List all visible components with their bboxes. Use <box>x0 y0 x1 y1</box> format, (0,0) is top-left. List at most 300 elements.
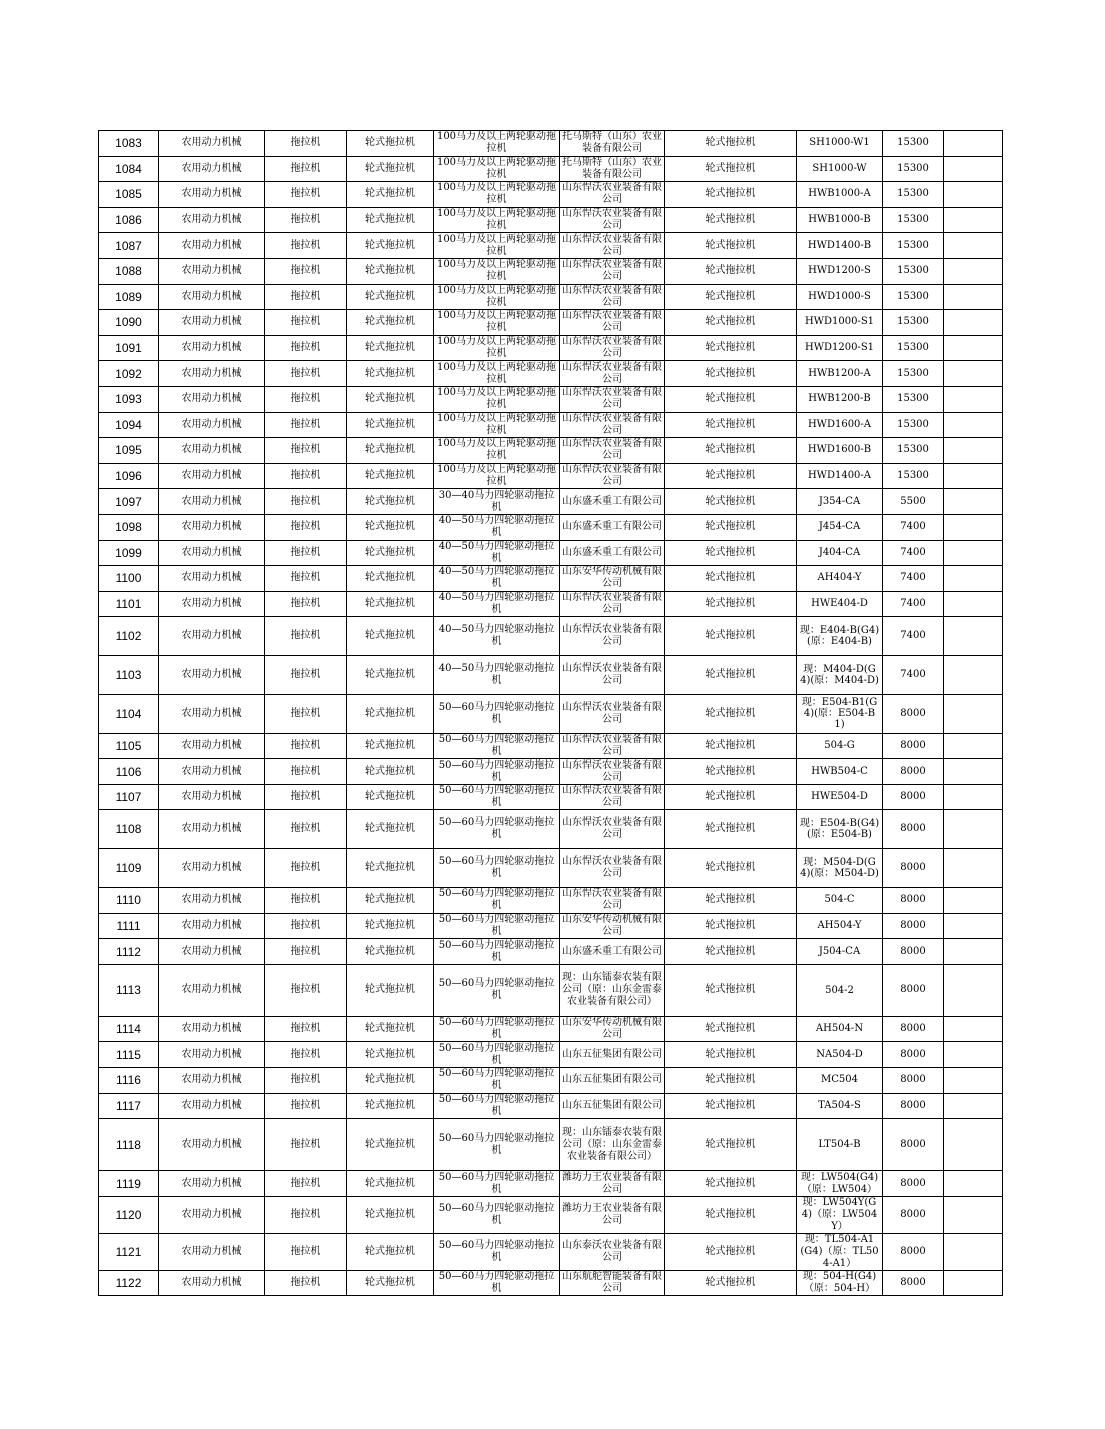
grade-cell: 50—60马力四轮驱动拖拉机 <box>434 1196 560 1233</box>
model-cell: HWD1400-A <box>797 463 883 489</box>
category-cell: 农用动力机械 <box>159 310 265 336</box>
subcategory-cell: 拖拉机 <box>265 386 347 412</box>
category-cell: 农用动力机械 <box>159 566 265 592</box>
subsidy-amount-cell: 15300 <box>883 310 944 336</box>
model-cell: SH1000-W <box>797 156 883 182</box>
item-type-cell: 轮式拖拉机 <box>347 514 434 540</box>
remark-cell <box>944 1068 1003 1094</box>
remark-cell <box>944 1119 1003 1171</box>
manufacturer-cell: 山东悍沃农业装备有限公司 <box>560 888 665 914</box>
item-type-cell: 轮式拖拉机 <box>347 489 434 515</box>
serial-cell: 1088 <box>99 258 159 284</box>
model-cell: HWD1000-S1 <box>797 310 883 336</box>
manufacturer-cell: 山东航舵智能装备有限公司 <box>560 1270 665 1296</box>
category-cell: 农用动力机械 <box>159 694 265 733</box>
grade-cell: 100马力及以上两轮驱动拖拉机 <box>434 258 560 284</box>
grade-cell: 100马力及以上两轮驱动拖拉机 <box>434 310 560 336</box>
model-cell: HWB1200-B <box>797 386 883 412</box>
product-name-cell: 轮式拖拉机 <box>665 335 797 361</box>
serial-cell: 1099 <box>99 540 159 566</box>
subsidy-amount-cell: 7400 <box>883 617 944 656</box>
remark-cell <box>944 438 1003 464</box>
grade-cell: 50—60马力四轮驱动拖拉机 <box>434 694 560 733</box>
remark-cell <box>944 759 1003 785</box>
manufacturer-cell: 山东安华传动机械有限公司 <box>560 1016 665 1042</box>
subsidy-amount-cell: 7400 <box>883 591 944 617</box>
grade-cell: 40—50马力四轮驱动拖拉机 <box>434 566 560 592</box>
subsidy-amount-cell: 8000 <box>883 939 944 965</box>
subcategory-cell: 拖拉机 <box>265 310 347 336</box>
manufacturer-cell: 山东悍沃农业装备有限公司 <box>560 849 665 888</box>
table-row <box>99 566 1003 592</box>
remark-cell <box>944 888 1003 914</box>
grade-cell: 40—50马力四轮驱动拖拉机 <box>434 540 560 566</box>
remark-cell <box>944 784 1003 810</box>
grade-cell: 50—60马力四轮驱动拖拉机 <box>434 733 560 759</box>
product-name-cell: 轮式拖拉机 <box>665 888 797 914</box>
remark-cell <box>944 591 1003 617</box>
grade-cell: 50—60马力四轮驱动拖拉机 <box>434 1068 560 1094</box>
model-cell: J354-CA <box>797 489 883 515</box>
category-cell: 农用动力机械 <box>159 386 265 412</box>
subcategory-cell: 拖拉机 <box>265 1270 347 1296</box>
item-type-cell: 轮式拖拉机 <box>347 617 434 656</box>
item-type-cell: 轮式拖拉机 <box>347 888 434 914</box>
category-cell: 农用动力机械 <box>159 733 265 759</box>
category-cell: 农用动力机械 <box>159 1068 265 1094</box>
manufacturer-cell: 山东悍沃农业装备有限公司 <box>560 438 665 464</box>
model-cell: HWD1400-B <box>797 233 883 259</box>
subcategory-cell: 拖拉机 <box>265 964 347 1016</box>
table-row <box>99 1042 1003 1068</box>
serial-cell: 1111 <box>99 913 159 939</box>
grade-cell: 30—40马力四轮驱动拖拉机 <box>434 489 560 515</box>
model-cell: AH504-N <box>797 1016 883 1042</box>
remark-cell <box>944 656 1003 695</box>
manufacturer-cell: 山东悍沃农业装备有限公司 <box>560 591 665 617</box>
table-row <box>99 591 1003 617</box>
grade-cell: 100马力及以上两轮驱动拖拉机 <box>434 207 560 233</box>
subsidy-amount-cell: 5500 <box>883 489 944 515</box>
serial-cell: 1086 <box>99 207 159 233</box>
subcategory-cell: 拖拉机 <box>265 1119 347 1171</box>
category-cell: 农用动力机械 <box>159 913 265 939</box>
product-name-cell: 轮式拖拉机 <box>665 759 797 785</box>
manufacturer-cell: 山东泰沃农业装备有限公司 <box>560 1233 665 1270</box>
subcategory-cell: 拖拉机 <box>265 489 347 515</box>
subcategory-cell: 拖拉机 <box>265 463 347 489</box>
model-cell: HWE504-D <box>797 784 883 810</box>
manufacturer-cell: 山东安华传动机械有限公司 <box>560 913 665 939</box>
table-row <box>99 849 1003 888</box>
subcategory-cell: 拖拉机 <box>265 438 347 464</box>
serial-cell: 1104 <box>99 694 159 733</box>
subsidy-amount-cell: 8000 <box>883 1068 944 1094</box>
table-row <box>99 207 1003 233</box>
manufacturer-cell: 现：山东镭泰农装有限公司（原：山东金雷泰农业装备有限公司） <box>560 964 665 1016</box>
product-name-cell: 轮式拖拉机 <box>665 310 797 336</box>
model-cell: AH504-Y <box>797 913 883 939</box>
remark-cell <box>944 386 1003 412</box>
table-row <box>99 617 1003 656</box>
category-cell: 农用动力机械 <box>159 1270 265 1296</box>
remark-cell <box>944 1093 1003 1119</box>
product-name-cell: 轮式拖拉机 <box>665 438 797 464</box>
model-cell: SH1000-W1 <box>797 131 883 157</box>
item-type-cell: 轮式拖拉机 <box>347 1171 434 1197</box>
serial-cell: 1115 <box>99 1042 159 1068</box>
table-row <box>99 514 1003 540</box>
category-cell: 农用动力机械 <box>159 964 265 1016</box>
subcategory-cell: 拖拉机 <box>265 939 347 965</box>
grade-cell: 100马力及以上两轮驱动拖拉机 <box>434 335 560 361</box>
subsidy-amount-cell: 7400 <box>883 656 944 695</box>
model-cell: LT504-B <box>797 1119 883 1171</box>
manufacturer-cell: 山东悍沃农业装备有限公司 <box>560 361 665 387</box>
grade-cell: 100马力及以上两轮驱动拖拉机 <box>434 412 560 438</box>
model-cell: TA504-S <box>797 1093 883 1119</box>
subcategory-cell: 拖拉机 <box>265 656 347 695</box>
manufacturer-cell: 山东悍沃农业装备有限公司 <box>560 310 665 336</box>
item-type-cell: 轮式拖拉机 <box>347 284 434 310</box>
model-cell: 现：TL504-A1(G4)（原：TL504-A1） <box>797 1233 883 1270</box>
grade-cell: 50—60马力四轮驱动拖拉机 <box>434 939 560 965</box>
item-type-cell: 轮式拖拉机 <box>347 964 434 1016</box>
subsidy-amount-cell: 7400 <box>883 540 944 566</box>
manufacturer-cell: 山东悍沃农业装备有限公司 <box>560 694 665 733</box>
item-type-cell: 轮式拖拉机 <box>347 182 434 208</box>
serial-cell: 1098 <box>99 514 159 540</box>
manufacturer-cell: 山东悍沃农业装备有限公司 <box>560 412 665 438</box>
model-cell: HWB1200-A <box>797 361 883 387</box>
category-cell: 农用动力机械 <box>159 1016 265 1042</box>
table-row <box>99 964 1003 1016</box>
table-row <box>99 182 1003 208</box>
grade-cell: 50—60马力四轮驱动拖拉机 <box>434 1042 560 1068</box>
grade-cell: 40—50马力四轮驱动拖拉机 <box>434 591 560 617</box>
product-name-cell: 轮式拖拉机 <box>665 1042 797 1068</box>
subcategory-cell: 拖拉机 <box>265 694 347 733</box>
model-cell: 现：LW504Y(G4)（原：LW504Y） <box>797 1196 883 1233</box>
product-name-cell: 轮式拖拉机 <box>665 939 797 965</box>
table-row <box>99 310 1003 336</box>
table-row <box>99 1270 1003 1296</box>
subsidy-amount-cell: 15300 <box>883 412 944 438</box>
subcategory-cell: 拖拉机 <box>265 258 347 284</box>
remark-cell <box>944 156 1003 182</box>
serial-cell: 1121 <box>99 1233 159 1270</box>
item-type-cell: 轮式拖拉机 <box>347 1093 434 1119</box>
category-cell: 农用动力机械 <box>159 1233 265 1270</box>
product-name-cell: 轮式拖拉机 <box>665 694 797 733</box>
remark-cell <box>944 233 1003 259</box>
product-name-cell: 轮式拖拉机 <box>665 1119 797 1171</box>
model-cell: 现：504-H(G4)（原：504-H） <box>797 1270 883 1296</box>
subcategory-cell: 拖拉机 <box>265 591 347 617</box>
grade-cell: 100马力及以上两轮驱动拖拉机 <box>434 438 560 464</box>
table-row <box>99 335 1003 361</box>
table-row <box>99 156 1003 182</box>
model-cell: HWD1600-A <box>797 412 883 438</box>
remark-cell <box>944 335 1003 361</box>
manufacturer-cell: 山东盛禾重工有限公司 <box>560 489 665 515</box>
serial-cell: 1106 <box>99 759 159 785</box>
remark-cell <box>944 258 1003 284</box>
item-type-cell: 轮式拖拉机 <box>347 438 434 464</box>
subsidy-amount-cell: 8000 <box>883 733 944 759</box>
subcategory-cell: 拖拉机 <box>265 1068 347 1094</box>
remark-cell <box>944 284 1003 310</box>
table-row <box>99 888 1003 914</box>
grade-cell: 100马力及以上两轮驱动拖拉机 <box>434 131 560 157</box>
manufacturer-cell: 山东盛禾重工有限公司 <box>560 540 665 566</box>
subcategory-cell: 拖拉机 <box>265 1042 347 1068</box>
product-name-cell: 轮式拖拉机 <box>665 540 797 566</box>
category-cell: 农用动力机械 <box>159 284 265 310</box>
item-type-cell: 轮式拖拉机 <box>347 1042 434 1068</box>
category-cell: 农用动力机械 <box>159 810 265 849</box>
subsidy-amount-cell: 15300 <box>883 284 944 310</box>
product-name-cell: 轮式拖拉机 <box>665 784 797 810</box>
grade-cell: 50—60马力四轮驱动拖拉机 <box>434 1270 560 1296</box>
subsidy-amount-cell: 8000 <box>883 1196 944 1233</box>
grade-cell: 100马力及以上两轮驱动拖拉机 <box>434 182 560 208</box>
remark-cell <box>944 1016 1003 1042</box>
subcategory-cell: 拖拉机 <box>265 1171 347 1197</box>
category-cell: 农用动力机械 <box>159 438 265 464</box>
product-name-cell: 轮式拖拉机 <box>665 489 797 515</box>
table-row <box>99 656 1003 695</box>
item-type-cell: 轮式拖拉机 <box>347 233 434 259</box>
serial-cell: 1114 <box>99 1016 159 1042</box>
remark-cell <box>944 939 1003 965</box>
product-name-cell: 轮式拖拉机 <box>665 1196 797 1233</box>
subcategory-cell: 拖拉机 <box>265 810 347 849</box>
remark-cell <box>944 913 1003 939</box>
grade-cell: 50—60马力四轮驱动拖拉机 <box>434 1016 560 1042</box>
model-cell: 现：E404-B(G4)(原：E404-B) <box>797 617 883 656</box>
model-cell: J404-CA <box>797 540 883 566</box>
category-cell: 农用动力机械 <box>159 207 265 233</box>
product-name-cell: 轮式拖拉机 <box>665 284 797 310</box>
product-name-cell: 轮式拖拉机 <box>665 131 797 157</box>
subcategory-cell: 拖拉机 <box>265 412 347 438</box>
manufacturer-cell: 托马斯特（山东）农业装备有限公司 <box>560 156 665 182</box>
remark-cell <box>944 182 1003 208</box>
manufacturer-cell: 山东悍沃农业装备有限公司 <box>560 733 665 759</box>
table-row <box>99 284 1003 310</box>
remark-cell <box>944 1270 1003 1296</box>
product-name-cell: 轮式拖拉机 <box>665 1233 797 1270</box>
remark-cell <box>944 412 1003 438</box>
table-row <box>99 1016 1003 1042</box>
item-type-cell: 轮式拖拉机 <box>347 1270 434 1296</box>
grade-cell: 50—60马力四轮驱动拖拉机 <box>434 1093 560 1119</box>
item-type-cell: 轮式拖拉机 <box>347 1196 434 1233</box>
subsidy-amount-cell: 8000 <box>883 1270 944 1296</box>
item-type-cell: 轮式拖拉机 <box>347 810 434 849</box>
product-name-cell: 轮式拖拉机 <box>665 733 797 759</box>
serial-cell: 1110 <box>99 888 159 914</box>
remark-cell <box>944 361 1003 387</box>
model-cell: HWD1200-S <box>797 258 883 284</box>
product-name-cell: 轮式拖拉机 <box>665 1270 797 1296</box>
grade-cell: 50—60马力四轮驱动拖拉机 <box>434 913 560 939</box>
serial-cell: 1087 <box>99 233 159 259</box>
category-cell: 农用动力机械 <box>159 412 265 438</box>
table-row <box>99 233 1003 259</box>
table-row <box>99 438 1003 464</box>
item-type-cell: 轮式拖拉机 <box>347 386 434 412</box>
table-row <box>99 489 1003 515</box>
grade-cell: 50—60马力四轮驱动拖拉机 <box>434 810 560 849</box>
serial-cell: 1095 <box>99 438 159 464</box>
category-cell: 农用动力机械 <box>159 335 265 361</box>
remark-cell <box>944 733 1003 759</box>
model-cell: HWB1000-B <box>797 207 883 233</box>
manufacturer-cell: 潍坊力王农业装备有限公司 <box>560 1196 665 1233</box>
subcategory-cell: 拖拉机 <box>265 233 347 259</box>
manufacturer-cell: 山东悍沃农业装备有限公司 <box>560 463 665 489</box>
grade-cell: 50—60马力四轮驱动拖拉机 <box>434 964 560 1016</box>
item-type-cell: 轮式拖拉机 <box>347 591 434 617</box>
table-row <box>99 412 1003 438</box>
category-cell: 农用动力机械 <box>159 591 265 617</box>
category-cell: 农用动力机械 <box>159 233 265 259</box>
table-row <box>99 810 1003 849</box>
subsidy-amount-cell: 15300 <box>883 207 944 233</box>
manufacturer-cell: 山东悍沃农业装备有限公司 <box>560 207 665 233</box>
item-type-cell: 轮式拖拉机 <box>347 258 434 284</box>
model-cell: 现：M504-D(G4)(原：M504-D) <box>797 849 883 888</box>
remark-cell <box>944 1196 1003 1233</box>
category-cell: 农用动力机械 <box>159 131 265 157</box>
serial-cell: 1107 <box>99 784 159 810</box>
table-row <box>99 733 1003 759</box>
subcategory-cell: 拖拉机 <box>265 888 347 914</box>
subsidy-amount-cell: 15300 <box>883 386 944 412</box>
item-type-cell: 轮式拖拉机 <box>347 310 434 336</box>
table-row <box>99 939 1003 965</box>
grade-cell: 50—60马力四轮驱动拖拉机 <box>434 1171 560 1197</box>
subcategory-cell: 拖拉机 <box>265 540 347 566</box>
subsidy-amount-cell: 8000 <box>883 849 944 888</box>
grade-cell: 40—50马力四轮驱动拖拉机 <box>434 617 560 656</box>
manufacturer-cell: 潍坊力王农业装备有限公司 <box>560 1171 665 1197</box>
subsidy-amount-cell: 15300 <box>883 156 944 182</box>
manufacturer-cell: 山东悍沃农业装备有限公司 <box>560 335 665 361</box>
remark-cell <box>944 566 1003 592</box>
remark-cell <box>944 1171 1003 1197</box>
subcategory-cell: 拖拉机 <box>265 335 347 361</box>
subcategory-cell: 拖拉机 <box>265 759 347 785</box>
table-row <box>99 1196 1003 1233</box>
subsidy-amount-cell: 8000 <box>883 1042 944 1068</box>
item-type-cell: 轮式拖拉机 <box>347 1233 434 1270</box>
remark-cell <box>944 1233 1003 1270</box>
product-name-cell: 轮式拖拉机 <box>665 1093 797 1119</box>
grade-cell: 100马力及以上两轮驱动拖拉机 <box>434 463 560 489</box>
subsidy-amount-cell: 8000 <box>883 1093 944 1119</box>
subsidy-amount-cell: 8000 <box>883 784 944 810</box>
subsidy-amount-cell: 15300 <box>883 335 944 361</box>
model-cell: 现：M404-D(G4)(原：M404-D) <box>797 656 883 695</box>
product-name-cell: 轮式拖拉机 <box>665 566 797 592</box>
subcategory-cell: 拖拉机 <box>265 617 347 656</box>
table-row <box>99 913 1003 939</box>
subsidy-amount-cell: 7400 <box>883 514 944 540</box>
category-cell: 农用动力机械 <box>159 489 265 515</box>
subcategory-cell: 拖拉机 <box>265 566 347 592</box>
remark-cell <box>944 810 1003 849</box>
category-cell: 农用动力机械 <box>159 1042 265 1068</box>
manufacturer-cell: 山东悍沃农业装备有限公司 <box>560 784 665 810</box>
product-name-cell: 轮式拖拉机 <box>665 412 797 438</box>
serial-cell: 1097 <box>99 489 159 515</box>
product-name-cell: 轮式拖拉机 <box>665 258 797 284</box>
subsidy-amount-cell: 15300 <box>883 463 944 489</box>
manufacturer-cell: 山东悍沃农业装备有限公司 <box>560 182 665 208</box>
subcategory-cell: 拖拉机 <box>265 733 347 759</box>
remark-cell <box>944 207 1003 233</box>
category-cell: 农用动力机械 <box>159 939 265 965</box>
subcategory-cell: 拖拉机 <box>265 1233 347 1270</box>
serial-cell: 1120 <box>99 1196 159 1233</box>
serial-cell: 1119 <box>99 1171 159 1197</box>
remark-cell <box>944 131 1003 157</box>
subcategory-cell: 拖拉机 <box>265 131 347 157</box>
subsidy-amount-cell: 8000 <box>883 964 944 1016</box>
category-cell: 农用动力机械 <box>159 156 265 182</box>
subsidy-amount-cell: 8000 <box>883 1233 944 1270</box>
manufacturer-cell: 山东悍沃农业装备有限公司 <box>560 258 665 284</box>
subsidy-amount-cell: 8000 <box>883 694 944 733</box>
subcategory-cell: 拖拉机 <box>265 849 347 888</box>
category-cell: 农用动力机械 <box>159 258 265 284</box>
product-name-cell: 轮式拖拉机 <box>665 514 797 540</box>
item-type-cell: 轮式拖拉机 <box>347 540 434 566</box>
subcategory-cell: 拖拉机 <box>265 284 347 310</box>
item-type-cell: 轮式拖拉机 <box>347 156 434 182</box>
product-name-cell: 轮式拖拉机 <box>665 656 797 695</box>
product-name-cell: 轮式拖拉机 <box>665 810 797 849</box>
serial-cell: 1093 <box>99 386 159 412</box>
category-cell: 农用动力机械 <box>159 1171 265 1197</box>
serial-cell: 1102 <box>99 617 159 656</box>
item-type-cell: 轮式拖拉机 <box>347 412 434 438</box>
remark-cell <box>944 694 1003 733</box>
model-cell: HWD1600-B <box>797 438 883 464</box>
subsidy-amount-cell: 8000 <box>883 1016 944 1042</box>
model-cell: J504-CA <box>797 939 883 965</box>
subsidy-amount-cell: 7400 <box>883 566 944 592</box>
category-cell: 农用动力机械 <box>159 849 265 888</box>
item-type-cell: 轮式拖拉机 <box>347 1068 434 1094</box>
product-name-cell: 轮式拖拉机 <box>665 463 797 489</box>
grade-cell: 100马力及以上两轮驱动拖拉机 <box>434 156 560 182</box>
subsidy-amount-cell: 15300 <box>883 233 944 259</box>
subsidy-amount-cell: 8000 <box>883 759 944 785</box>
table-row <box>99 1068 1003 1094</box>
manufacturer-cell: 山东悍沃农业装备有限公司 <box>560 284 665 310</box>
model-cell: HWB504-C <box>797 759 883 785</box>
product-name-cell: 轮式拖拉机 <box>665 233 797 259</box>
grade-cell: 100马力及以上两轮驱动拖拉机 <box>434 361 560 387</box>
grade-cell: 50—60马力四轮驱动拖拉机 <box>434 1119 560 1171</box>
remark-cell <box>944 310 1003 336</box>
product-name-cell: 轮式拖拉机 <box>665 1068 797 1094</box>
product-name-cell: 轮式拖拉机 <box>665 182 797 208</box>
